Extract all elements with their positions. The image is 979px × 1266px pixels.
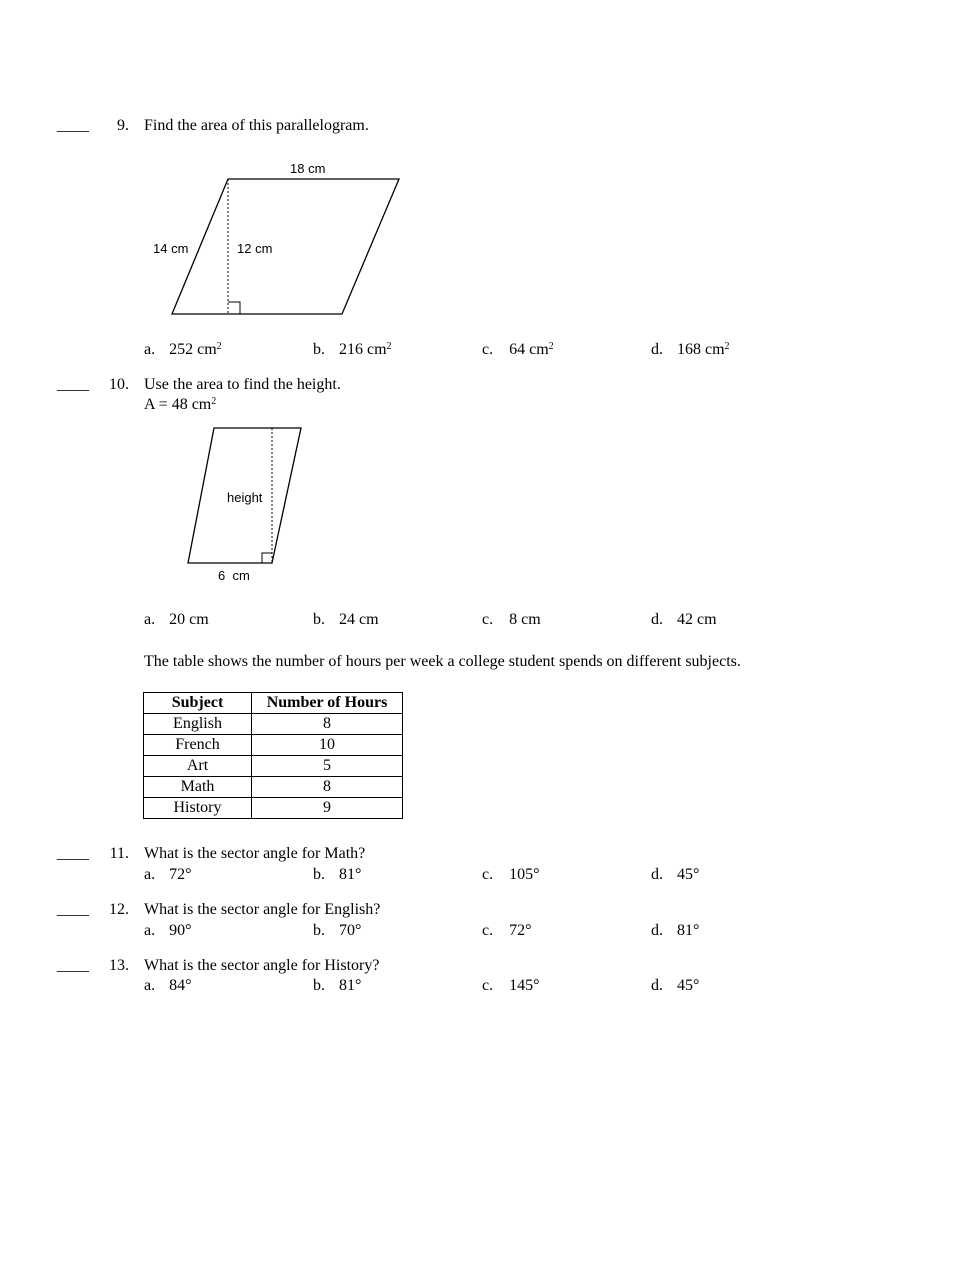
table-cell: 8	[252, 714, 403, 735]
option-letter: d.	[651, 977, 663, 994]
option-a[interactable]	[144, 611, 209, 629]
option-letter: a.	[144, 922, 156, 939]
option-value: 81°	[339, 977, 362, 994]
table-cell: French	[144, 735, 252, 756]
option-c[interactable]	[482, 866, 540, 884]
option-letter: d.	[651, 866, 663, 883]
question-prompt: What is the sector angle for English?	[144, 901, 381, 918]
hours-table	[143, 692, 403, 819]
table-row	[144, 756, 403, 777]
option-letter: c.	[482, 977, 494, 994]
option-letter: b.	[313, 611, 325, 628]
option-value: 42 cm	[677, 611, 717, 628]
option-letter: c.	[482, 341, 494, 358]
option-letter: a.	[144, 341, 156, 358]
top-side-label: 18 cm	[290, 161, 326, 176]
table-row	[144, 735, 403, 756]
option-b[interactable]	[313, 611, 379, 629]
option-value: 24 cm	[339, 611, 379, 628]
height-label: height	[227, 490, 263, 505]
table-header: Subject	[144, 693, 252, 714]
table-cell: 8	[252, 777, 403, 798]
option-value: 72°	[509, 922, 532, 939]
option-value: 20 cm	[169, 611, 209, 628]
table-row	[144, 777, 403, 798]
option-a[interactable]	[144, 977, 192, 995]
height-label: 12 cm	[237, 241, 273, 256]
superscript: 2	[548, 341, 554, 352]
table-header: Number of Hours	[252, 693, 403, 714]
option-c[interactable]	[482, 611, 541, 629]
question-number: 9.	[117, 117, 129, 134]
question-number: 10.	[109, 376, 129, 393]
answer-blank[interactable]: ____	[57, 901, 89, 918]
table-intro: The table shows the number of hours per week a college student spends on different subjects.	[144, 653, 741, 670]
option-a[interactable]	[144, 866, 192, 884]
question-number: 13.	[109, 957, 129, 974]
option-value: 45°	[677, 866, 700, 883]
option-value: 8 cm	[509, 611, 541, 628]
table-cell: Art	[144, 756, 252, 777]
option-c[interactable]	[482, 922, 532, 940]
option-letter: d.	[651, 341, 663, 358]
option-letter: c.	[482, 922, 494, 939]
slant-side-label: 14 cm	[153, 241, 189, 256]
answer-blank[interactable]: ____	[57, 117, 89, 134]
answer-blank[interactable]: ____	[57, 845, 89, 862]
option-letter: d.	[651, 611, 663, 628]
table-cell: English	[144, 714, 252, 735]
table-row	[144, 798, 403, 819]
option-d[interactable]	[651, 922, 699, 940]
option-letter: d.	[651, 922, 663, 939]
superscript: 2	[216, 341, 222, 352]
option-letter: a.	[144, 611, 156, 628]
option-c[interactable]	[482, 977, 540, 995]
option-value: 252 cm	[169, 341, 217, 358]
table-row	[144, 714, 403, 735]
option-value: 84°	[169, 977, 192, 994]
option-value: 81°	[677, 922, 700, 939]
option-value: 105°	[509, 866, 540, 883]
option-letter: c.	[482, 866, 494, 883]
option-d[interactable]	[651, 611, 717, 629]
option-a[interactable]	[144, 922, 192, 940]
superscript: 2	[211, 396, 217, 407]
option-value: 168 cm	[677, 341, 725, 358]
table-header-row	[144, 693, 403, 714]
answer-blank[interactable]: ____	[57, 376, 89, 393]
option-letter: b.	[313, 866, 325, 883]
option-b[interactable]	[313, 922, 361, 940]
base-label: 6 cm	[218, 568, 250, 583]
option-value: 145°	[509, 977, 540, 994]
question-prompt: What is the sector angle for Math?	[144, 845, 366, 862]
option-value: 72°	[169, 866, 192, 883]
option-value: 45°	[677, 977, 700, 994]
option-letter: c.	[482, 611, 494, 628]
question-number: 12.	[109, 901, 129, 918]
right-angle-marker	[262, 553, 272, 563]
option-value: 216 cm	[339, 341, 387, 358]
superscript: 2	[724, 341, 730, 352]
table-cell: 10	[252, 735, 403, 756]
question-prompt: What is the sector angle for History?	[144, 957, 380, 974]
option-d[interactable]	[651, 977, 699, 995]
area-text: A = 48 cm	[144, 396, 212, 413]
option-b[interactable]	[313, 866, 361, 884]
table-cell: History	[144, 798, 252, 819]
option-letter: b.	[313, 922, 325, 939]
table-cell: Math	[144, 777, 252, 798]
question-prompt: Use the area to find the height.	[144, 376, 341, 393]
question-prompt: Find the area of this parallelogram.	[144, 117, 369, 134]
superscript: 2	[386, 341, 392, 352]
option-letter: a.	[144, 977, 156, 994]
answer-blank[interactable]: ____	[57, 957, 89, 974]
option-letter: a.	[144, 866, 156, 883]
option-d[interactable]	[651, 866, 699, 884]
option-b[interactable]	[313, 977, 361, 995]
option-value: 81°	[339, 866, 362, 883]
table-cell: 5	[252, 756, 403, 777]
table-cell: 9	[252, 798, 403, 819]
question-number: 11.	[109, 845, 129, 862]
option-value: 90°	[169, 922, 192, 939]
option-value: 70°	[339, 922, 362, 939]
option-letter: b.	[313, 341, 325, 358]
option-value: 64 cm	[509, 341, 549, 358]
option-letter: b.	[313, 977, 325, 994]
